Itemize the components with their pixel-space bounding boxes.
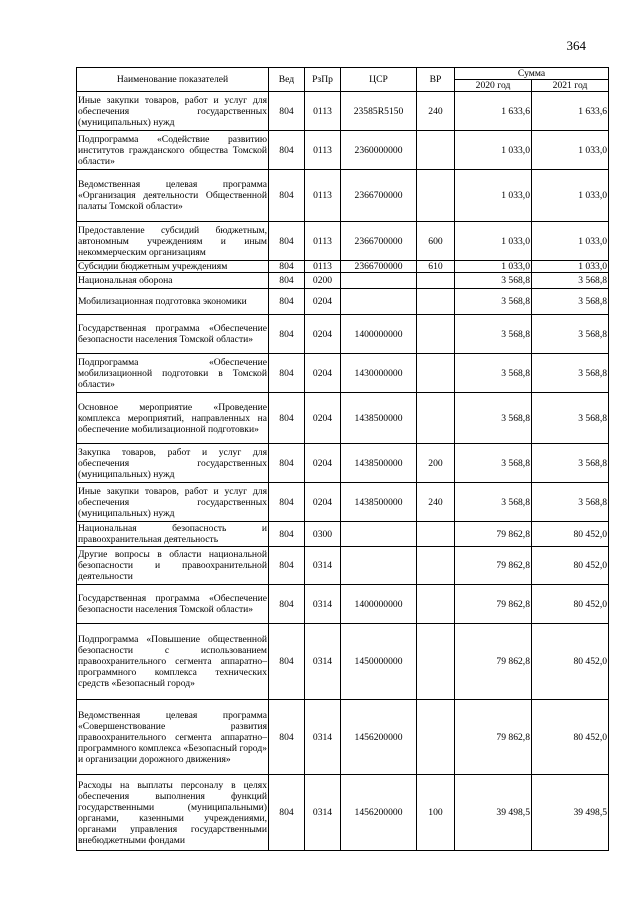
budget-table (76, 67, 609, 851)
row-sum-2020: 1 033,0 (455, 131, 532, 170)
row-rzpr: 0204 (305, 354, 341, 393)
row-sum-2020: 79 862,8 (455, 547, 532, 585)
row-rzpr: 0314 (305, 585, 341, 624)
row-rzpr: 0204 (305, 289, 341, 315)
row-vr (417, 624, 455, 700)
page-number: 364 (566, 38, 586, 53)
table-row (77, 170, 609, 222)
row-ved: 804 (269, 315, 305, 354)
row-name: Мобилизационная подготовка экономики (77, 289, 269, 315)
row-sum-2020: 79 862,8 (455, 700, 532, 775)
table-row (77, 585, 609, 624)
row-csr: 1456200000 (341, 775, 417, 851)
row-vr: 610 (417, 261, 455, 273)
row-sum-2021: 3 568,8 (532, 483, 609, 522)
row-csr: 1438500000 (341, 444, 417, 483)
header-rzpr: РзПр (305, 68, 341, 92)
row-csr: 2366700000 (341, 170, 417, 222)
row-ved: 804 (269, 522, 305, 547)
table-row (77, 261, 609, 273)
row-csr: 1400000000 (341, 585, 417, 624)
row-sum-2021: 3 568,8 (532, 273, 609, 289)
row-sum-2020: 3 568,8 (455, 483, 532, 522)
row-csr: 23585R5150 (341, 92, 417, 131)
row-name: Иные закупки товаров, работ и услуг для обеспечения государственных (муниципальных) нужд (77, 483, 269, 522)
row-ved: 804 (269, 547, 305, 585)
row-rzpr: 0204 (305, 315, 341, 354)
row-sum-2021: 3 568,8 (532, 354, 609, 393)
row-sum-2021: 80 452,0 (532, 585, 609, 624)
row-sum-2020: 79 862,8 (455, 624, 532, 700)
row-csr: 2366700000 (341, 222, 417, 261)
row-sum-2021: 80 452,0 (532, 547, 609, 585)
row-csr: 2360000000 (341, 131, 417, 170)
row-ved: 804 (269, 444, 305, 483)
row-name: Подпрограмма «Содействие развитию институтов гражданского общества Томской области» (77, 131, 269, 170)
row-sum-2021: 80 452,0 (532, 700, 609, 775)
row-rzpr: 0204 (305, 444, 341, 483)
row-vr: 100 (417, 775, 455, 851)
row-rzpr: 0200 (305, 273, 341, 289)
row-sum-2020: 1 033,0 (455, 222, 532, 261)
header-ved: Вед (269, 68, 305, 92)
row-name: Иные закупки товаров, работ и услуг для обеспечения государственных (муниципальных) нужд (77, 92, 269, 131)
row-vr (417, 289, 455, 315)
row-sum-2020: 3 568,8 (455, 273, 532, 289)
header-2020: 2020 год (455, 80, 532, 92)
table-row (77, 444, 609, 483)
header-name: Наименование показателей (77, 68, 269, 92)
row-sum-2021: 1 633,6 (532, 92, 609, 131)
row-vr (417, 393, 455, 444)
row-vr (417, 700, 455, 775)
row-csr: 1456200000 (341, 700, 417, 775)
row-rzpr: 0314 (305, 775, 341, 851)
row-ved: 804 (269, 170, 305, 222)
row-csr: 1400000000 (341, 315, 417, 354)
header-2021: 2021 год (532, 80, 609, 92)
row-sum-2020: 3 568,8 (455, 354, 532, 393)
row-sum-2020: 3 568,8 (455, 315, 532, 354)
row-sum-2020: 39 498,5 (455, 775, 532, 851)
row-name: Подпрограмма «Обеспечение мобилизационной подготовки в Томской области» (77, 354, 269, 393)
row-sum-2020: 1 633,6 (455, 92, 532, 131)
row-vr (417, 522, 455, 547)
row-csr: 1430000000 (341, 354, 417, 393)
row-rzpr: 0314 (305, 700, 341, 775)
row-vr (417, 273, 455, 289)
row-sum-2021: 3 568,8 (532, 289, 609, 315)
row-ved: 804 (269, 289, 305, 315)
table-row (77, 547, 609, 585)
row-ved: 804 (269, 393, 305, 444)
row-name: Расходы на выплаты персоналу в целях обеспечения выполнения функций государственными (муниципальными) органами, казенными учреждениями, органами управления государственными внебюджетными фондами (77, 775, 269, 851)
row-name: Ведомственная целевая программа «Организация деятельности Общественной палаты Томской области» (77, 170, 269, 222)
row-name: Государственная программа «Обеспечение безопасности населения Томской области» (77, 315, 269, 354)
row-vr (417, 585, 455, 624)
row-ved: 804 (269, 131, 305, 170)
row-name: Ведомственная целевая программа «Совершенствование развития правоохранительного сегмента аппаратно–программного комплекса «Безопасный город» и организации дорожного движения» (77, 700, 269, 775)
row-rzpr: 0113 (305, 222, 341, 261)
row-ved: 804 (269, 261, 305, 273)
row-csr: 2366700000 (341, 261, 417, 273)
row-vr: 240 (417, 483, 455, 522)
row-name: Предоставление субсидий бюджетным, автономным учреждениям и иным некоммерческим организациям (77, 222, 269, 261)
row-name: Субсидии бюджетным учреждениям (77, 261, 269, 273)
row-ved: 804 (269, 775, 305, 851)
table-row (77, 700, 609, 775)
row-name: Основное мероприятие «Проведение комплекса мероприятий, направленных на обеспечение мобилизационной подготовки» (77, 393, 269, 444)
row-sum-2021: 1 033,0 (532, 170, 609, 222)
row-name: Государственная программа «Обеспечение безопасности населения Томской области» (77, 585, 269, 624)
row-rzpr: 0314 (305, 624, 341, 700)
row-sum-2021: 80 452,0 (532, 624, 609, 700)
row-vr (417, 170, 455, 222)
row-ved: 804 (269, 585, 305, 624)
row-vr: 200 (417, 444, 455, 483)
table-row (77, 131, 609, 170)
row-name: Другие вопросы в области национальной безопасности и правоохранительной деятельности (77, 547, 269, 585)
row-name: Подпрограмма «Повышение общественной безопасности с использованием правоохранительного сегмента аппаратно–программного комплекса технических средств «Безопасный город» (77, 624, 269, 700)
row-rzpr: 0204 (305, 393, 341, 444)
table-row (77, 393, 609, 444)
row-vr (417, 547, 455, 585)
row-vr (417, 131, 455, 170)
row-vr: 600 (417, 222, 455, 261)
header-sum: Сумма (455, 68, 609, 80)
row-sum-2021: 1 033,0 (532, 222, 609, 261)
table-row (77, 92, 609, 131)
header-csr: ЦСР (341, 68, 417, 92)
row-rzpr: 0113 (305, 131, 341, 170)
table-row (77, 354, 609, 393)
row-sum-2020: 3 568,8 (455, 393, 532, 444)
row-csr: 1438500000 (341, 393, 417, 444)
row-sum-2021: 3 568,8 (532, 315, 609, 354)
row-csr (341, 273, 417, 289)
header-vr: ВР (417, 68, 455, 92)
row-sum-2021: 3 568,8 (532, 444, 609, 483)
row-sum-2021: 3 568,8 (532, 393, 609, 444)
row-csr (341, 547, 417, 585)
table-row (77, 775, 609, 851)
row-sum-2020: 3 568,8 (455, 444, 532, 483)
row-rzpr: 0113 (305, 92, 341, 131)
row-sum-2021: 1 033,0 (532, 261, 609, 273)
table-row (77, 483, 609, 522)
row-rzpr: 0204 (305, 483, 341, 522)
table-row (77, 222, 609, 261)
row-csr: 1438500000 (341, 483, 417, 522)
row-name: Национальная оборона (77, 273, 269, 289)
row-ved: 804 (269, 700, 305, 775)
row-rzpr: 0314 (305, 547, 341, 585)
row-csr (341, 289, 417, 315)
row-sum-2021: 80 452,0 (532, 522, 609, 547)
row-ved: 804 (269, 483, 305, 522)
row-sum-2020: 1 033,0 (455, 170, 532, 222)
row-csr (341, 522, 417, 547)
row-name: Закупка товаров, работ и услуг для обеспечения государственных (муниципальных) нужд (77, 444, 269, 483)
table-row (77, 289, 609, 315)
row-ved: 804 (269, 222, 305, 261)
row-rzpr: 0300 (305, 522, 341, 547)
table-row (77, 624, 609, 700)
row-vr (417, 354, 455, 393)
row-sum-2021: 1 033,0 (532, 131, 609, 170)
row-name: Национальная безопасность и правоохранительная деятельность (78, 523, 267, 545)
table-row (77, 273, 609, 289)
row-ved: 804 (269, 624, 305, 700)
row-sum-2021: 39 498,5 (532, 775, 609, 851)
row-csr: 1450000000 (341, 624, 417, 700)
row-rzpr: 0113 (305, 170, 341, 222)
row-ved: 804 (269, 273, 305, 289)
row-sum-2020: 1 033,0 (455, 261, 532, 273)
row-vr: 240 (417, 92, 455, 131)
row-rzpr: 0113 (305, 261, 341, 273)
row-sum-2020: 79 862,8 (455, 522, 532, 547)
row-ved: 804 (269, 354, 305, 393)
table-row (77, 315, 609, 354)
row-sum-2020: 79 862,8 (455, 585, 532, 624)
row-sum-2020: 3 568,8 (455, 289, 532, 315)
row-vr (417, 315, 455, 354)
table-row (77, 522, 609, 547)
row-ved: 804 (269, 92, 305, 131)
